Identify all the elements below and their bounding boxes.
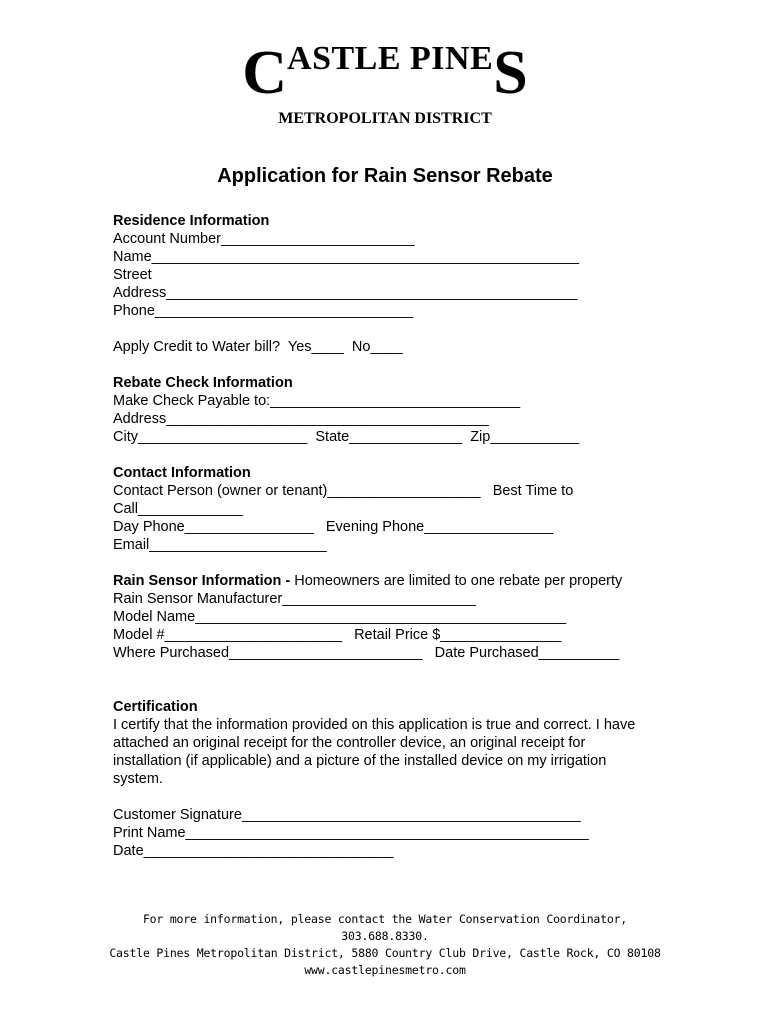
spacer xyxy=(113,788,673,806)
district-logo xyxy=(0,30,770,107)
logo-final-s: S xyxy=(493,39,528,107)
district-subtitle: METROPOLITAN DISTRICT xyxy=(278,110,492,127)
sensor-heading-line xyxy=(113,572,673,590)
purchase-field: Where Purchased________________________ Date Purchased__________ xyxy=(113,645,620,661)
certification-heading: Certification xyxy=(113,699,198,715)
model-name-field: Model Name______________________________________________ xyxy=(113,609,567,625)
footer-website: www.castlepinesmetro.com xyxy=(304,963,466,977)
spacer xyxy=(113,320,673,338)
best-time-field: Call_____________ xyxy=(113,501,243,517)
spacer xyxy=(113,680,673,698)
footer-line-1: For more information, please contact the Water Conservation Coordinator, xyxy=(142,912,628,926)
sensor-heading: Rain Sensor Information - xyxy=(113,573,295,589)
city-state-zip-field: City_____________________ State______________ Zip___________ xyxy=(113,429,580,445)
spacer xyxy=(113,554,673,572)
logo-wordmark: ASTLE PINE xyxy=(287,40,494,77)
spacer xyxy=(113,662,673,680)
footer-phone: 303.688.8330. xyxy=(341,929,429,943)
signature-field: Customer Signature__________________________________________ xyxy=(113,807,581,823)
date-field: Date_______________________________ xyxy=(113,843,394,859)
rebate-heading: Rebate Check Information xyxy=(113,375,293,391)
apply-credit-field: Apply Credit to Water bill? Yes____ No____ xyxy=(113,339,403,355)
spacer xyxy=(113,356,673,374)
model-price-field: Model #______________________ Retail Price $_______________ xyxy=(113,627,562,643)
residence-heading: Residence Information xyxy=(113,213,270,229)
check-payable-field: Make Check Payable to:_______________________________ xyxy=(113,393,521,409)
email-field: Email______________________ xyxy=(113,537,327,553)
phone-numbers-field: Day Phone________________ Evening Phone________________ xyxy=(113,519,554,535)
contact-person-field: Contact Person (owner or tenant)___________________ Best Time to xyxy=(113,483,574,499)
certification-text: I certify that the information provided on this application is true and correct. I have attached an original receipt for the controller device, an original receipt for installation (if applicable) and a picture of the installed device on my irrigation system. xyxy=(113,717,636,787)
street-address-field: Address___________________________________________________ xyxy=(113,285,578,301)
account-number-field: Account Number________________________ xyxy=(113,231,415,247)
footer xyxy=(0,911,770,979)
print-name-field: Print Name__________________________________________________ xyxy=(113,825,589,841)
rebate-address-field: Address________________________________________ xyxy=(113,411,489,427)
street-label: Street xyxy=(113,267,152,283)
manufacturer-field: Rain Sensor Manufacturer________________________ xyxy=(113,591,476,607)
name-field: Name_____________________________________________________ xyxy=(113,249,580,265)
phone-field: Phone________________________________ xyxy=(113,303,413,319)
form-title: Application for Rain Sensor Rebate xyxy=(217,165,553,187)
contact-heading: Contact Information xyxy=(113,465,251,481)
sensor-note: Homeowners are limited to one rebate per property xyxy=(294,573,623,589)
logo-initial-c: C xyxy=(242,39,288,107)
spacer xyxy=(113,446,673,464)
application-form xyxy=(113,212,673,860)
footer-address: Castle Pines Metropolitan District, 5880 Country Club Drive, Castle Rock, CO 80108 xyxy=(109,946,661,960)
